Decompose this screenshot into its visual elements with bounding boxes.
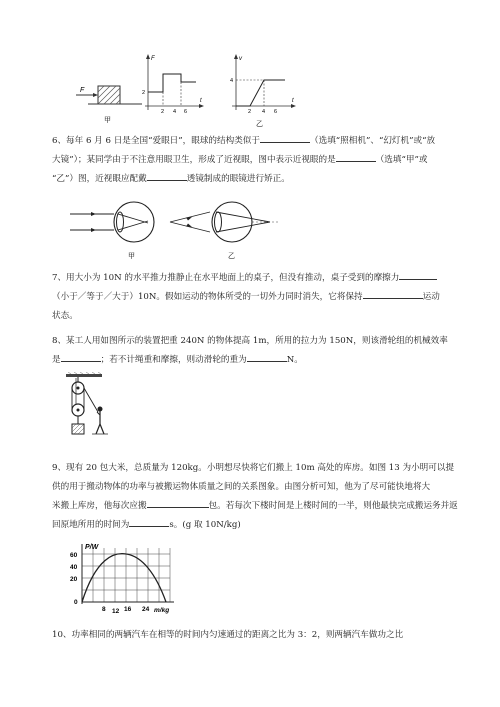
graph-y-tick-20: 20 (70, 576, 78, 583)
graph2-x-tick-2: 4 (262, 109, 266, 115)
graph2-x-tick-3: 6 (274, 109, 278, 115)
graph-y-tick-60: 60 (70, 552, 78, 559)
q8-line-2: 是 ；若不计绳重和摩擦，则动滑轮的重为 N。 (52, 355, 303, 365)
q9-blank-2[interactable] (129, 526, 169, 527)
q8-blank-1[interactable] (61, 361, 101, 362)
graph-y-tick-40: 40 (70, 564, 78, 571)
graph2-x-tick-1: 2 (248, 109, 252, 115)
graph2-y-axis: v (239, 56, 242, 62)
q6-line-3: “乙”）图，近视眼应配戴 透镜制成的眼镜进行矫正。 (52, 174, 290, 184)
question-10 (52, 626, 472, 645)
pulley-system-figure (62, 372, 112, 444)
q9-line-2: 供的用于搬动物体的功率与被搬运物体质量之间的关系图象。由图分析可知，他为了尽可能快地将大 (52, 482, 431, 492)
force-label: F (80, 87, 85, 94)
graph2-y-tick: 4 (230, 78, 234, 84)
graph-x-tick-16: 16 (124, 606, 132, 613)
eye-diagram-right (170, 202, 280, 260)
graph1-y-axis: F (151, 56, 155, 62)
graph1-x-tick-1: 2 (161, 109, 165, 115)
q7-blank-1[interactable] (399, 279, 437, 280)
graph1-y-tick: 2 (142, 90, 146, 96)
force-time-graph (142, 54, 204, 115)
right-caption: 乙 (256, 121, 263, 128)
q9-blank-1[interactable] (147, 507, 209, 508)
q9-line-4: 回原地所用的时间为 s。(g 取 10N/kg) (52, 520, 241, 530)
graph-x-tick-24: 24 (142, 606, 150, 613)
q10-line-1: 10、功率相同的两辆汽车在相等的时间内匀速通过的距离之比为 3：2，则两辆汽车做功之比 (52, 630, 404, 640)
q7-line-3: 状态。 (52, 311, 78, 321)
graph1-x-tick-3: 6 (184, 109, 188, 115)
left-caption: 甲 (104, 117, 111, 124)
graph-y-label: P/W (85, 544, 99, 551)
eye-diagrams (62, 192, 302, 264)
graph2-x-axis: t (292, 98, 294, 104)
q6-blank-1[interactable] (260, 142, 310, 143)
graph-x-tick-8: 8 (102, 606, 106, 613)
graph1-x-tick-2: 4 (173, 109, 177, 115)
q7-line-1: 7、用大小为 10N 的水平推力推静止在水平地面上的桌子，但没有推动，桌子受到的摩擦力 (52, 269, 472, 288)
velocity-time-graph (230, 54, 296, 128)
power-mass-graph (62, 540, 182, 616)
q7-blank-2[interactable] (363, 298, 423, 299)
question-8 (52, 332, 472, 370)
q8-line-1: 8、某工人用如图所示的装置把重 240N 的物体提高 1m，所用的拉力为 150N，则该滑轮组的机械效率 (52, 336, 448, 346)
q6-line-2: 大镜”）；某同学由于不注意用眼卫生，形成了近视眼，图中表示近视眼的是 （选填“甲”或 (52, 155, 428, 165)
graph-x-tick-12: 12 (112, 608, 120, 615)
q7-line-2: （小于／等于／大于）10N。假如运动的物体所受的一切外力同时消失，它将保持 运动 (52, 292, 440, 302)
graph-x-label: m/kg (154, 607, 170, 614)
eye-diagram-left (70, 202, 154, 260)
eye-right-label: 乙 (228, 253, 235, 260)
question-9 (52, 459, 472, 535)
top-figure-group (60, 50, 320, 130)
q8-blank-2[interactable] (247, 361, 287, 362)
q9-line-3: 米搬上库房，他每次应搬 包。若每次下楼时间是上楼时间的一半，则他最快完成搬运务并返 (52, 501, 458, 511)
q6-blank-2[interactable] (336, 161, 376, 162)
question-6 (52, 132, 472, 189)
q9-line-1: 9、现有 20 包大米，总质量为 120kg。小明想尽快将它们搬上 10m 高处的库房。如图 13 为小明可以提 (52, 463, 455, 473)
eye-left-label: 甲 (128, 253, 135, 260)
push-block-figure (76, 86, 142, 124)
graph-y-tick-0: 0 (74, 599, 78, 606)
graph1-x-axis: t (200, 98, 202, 104)
q6-blank-3[interactable] (147, 180, 187, 181)
q6-line-1: 6、每年 6 月 6 日是全国“爱眼日”，眼球的结构类似于 （选填“照相机”、“幻灯机”或“放 (52, 136, 436, 146)
question-7 (52, 269, 472, 326)
